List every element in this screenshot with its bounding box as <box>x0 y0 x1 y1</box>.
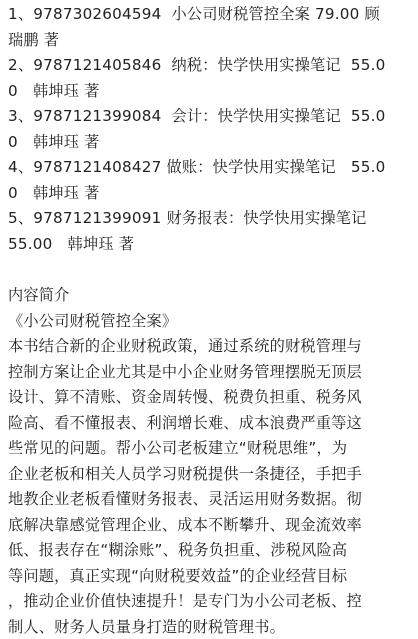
intro-paragraph-line: 险高、看不懂报表、利润增长难、成本浪费严重等这 <box>8 414 362 432</box>
book-list-line: 0 韩坤珏 著 <box>8 184 100 202</box>
book-list-line: 55.00 韩坤珏 著 <box>8 235 135 253</box>
intro-paragraph-line: 低、报表存在“糊涂账”、税务负担重、涉税风险高 <box>8 541 348 559</box>
intro-paragraph-line: 等问题，真正实现“向财税要效益”的企业经营目标 <box>8 567 348 585</box>
intro-paragraph-line: 底解决靠感觉管理企业、成本不断攀升、现金流效率 <box>8 516 362 534</box>
intro-heading: 内容简介 <box>8 286 70 304</box>
intro-book-title: 《小公司财税管控全案》 <box>8 312 178 330</box>
book-list-line: 0 韩坤珏 著 <box>8 133 100 151</box>
intro-paragraph-line: 控制方案让企业尤其是中小企业财务管理摆脱无顶层 <box>8 363 362 381</box>
intro-paragraph-line: 些常见的问题。帮小公司老板建立“财税思维”，为 <box>8 439 348 457</box>
intro-paragraph-line: 设计、算不清账、资金周转慢、税费负担重、税务风 <box>8 388 362 406</box>
intro-paragraph-line: 地教企业老板看懂财务报表、灵活运用财务数据。彻 <box>8 490 362 508</box>
book-list-line: 3、9787121399084 会计：快学快用实操笔记 55.0 <box>8 107 386 125</box>
intro-paragraph-line: 本书结合新的企业财税政策，通过系统的财税管理与 <box>8 337 362 355</box>
book-list-line: 0 韩坤珏 著 <box>8 82 100 100</box>
book-list-line: 1、9787302604594 小公司财税管控全案 79.00 顾 <box>8 5 380 23</box>
book-list-line: 4、9787121408427 做账：快学快用实操笔记 55.0 <box>8 158 386 176</box>
book-list-line: 2、9787121405846 纳税：快学快用实操笔记 55.0 <box>8 56 386 74</box>
book-list-line: 5、9787121399091 财务报表：快学快用实操笔记 <box>8 209 367 227</box>
intro-paragraph-line: 制人、财务人员量身打造的财税管理书。 <box>8 618 285 636</box>
book-list-line: 瑞鹏 著 <box>8 31 60 49</box>
intro-paragraph-line: 企业老板和相关人员学习财税提供一条捷径，手把手 <box>8 465 362 483</box>
intro-paragraph-line: ，推动企业价值快速提升！是专门为小公司老板、控 <box>8 592 362 610</box>
